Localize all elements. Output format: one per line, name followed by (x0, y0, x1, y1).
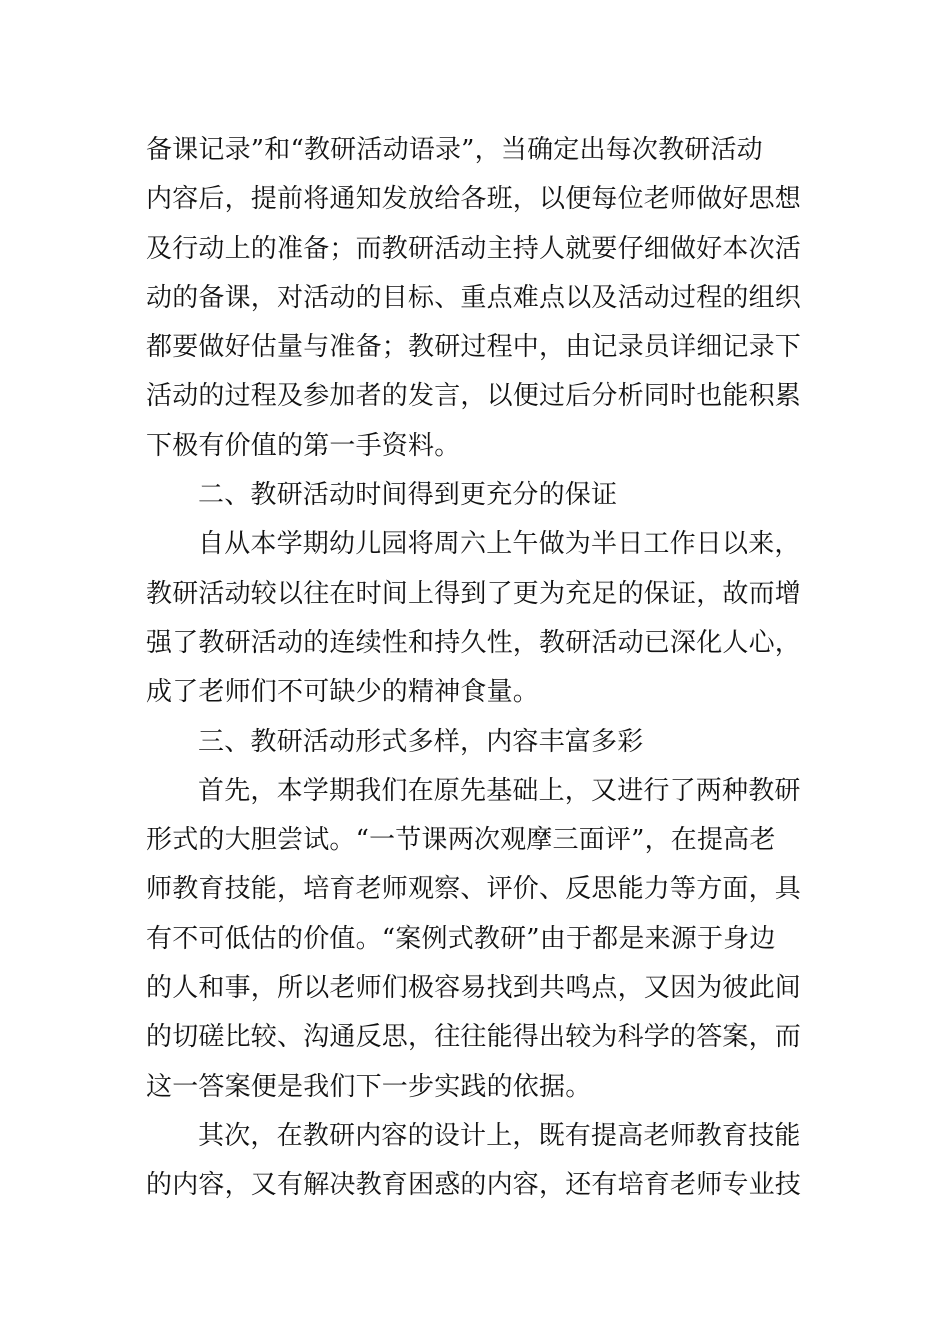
text-line: 活动的过程及参加者的发言，以便过后分析同时也能积累 (146, 381, 802, 412)
document-body-text (146, 126, 806, 1211)
text-line: 的内容，又有解决教育困惑的内容，还有培育老师专业技 (146, 1170, 802, 1201)
text-line: 及行动上的准备；而教研活动主持人就要仔细做好本次活 (146, 233, 802, 264)
text-line: 下极有价值的第一手资料。 (146, 430, 461, 461)
text-line: 内容后，提前将通知发放给各班，以便每位老师做好思想 (146, 184, 802, 215)
text-line: 自从本学期幼儿园将周六上午做为半日工作日以来， (198, 529, 801, 560)
text-line: 有不可低估的价值。“案例式教研”由于都是来源于身边 (146, 923, 776, 954)
text-line: 首先，本学期我们在原先基础上，又进行了两种教研 (198, 775, 801, 806)
text-line: 三、教研活动形式多样，内容丰富多彩 (198, 726, 644, 757)
text-line: 动的备课，对活动的目标、重点难点以及活动过程的组织 (146, 282, 802, 313)
text-line: 这一答案便是我们下一步实践的依据。 (146, 1071, 592, 1102)
text-line: 强了教研活动的连续性和持久性，教研活动已深化人心， (146, 627, 802, 658)
text-line: 师教育技能，培育老师观察、评价、反思能力等方面，具 (146, 874, 802, 905)
text-line: 的人和事，所以老师们极容易找到共鸣点，又因为彼此间 (146, 973, 802, 1004)
text-line: 形式的大胆尝试。“一节课两次观摩三面评”，在提高老 (146, 825, 776, 856)
text-line: 备课记录”和“教研活动语录”，当确定出每次教研活动 (146, 135, 763, 165)
text-line: 二、教研活动时间得到更充分的保证 (198, 480, 618, 511)
text-line: 成了老师们不可缺少的精神食量。 (146, 677, 540, 708)
text-line: 其次，在教研内容的设计上，既有提高老师教育技能 (198, 1120, 801, 1151)
text-line: 的切磋比较、沟通反思，往往能得出较为科学的答案，而 (146, 1022, 802, 1053)
text-line: 都要做好估量与准备；教研过程中，由记录员详细记录下 (146, 332, 802, 363)
text-line: 教研活动较以往在时间上得到了更为充足的保证，故而增 (146, 578, 802, 609)
